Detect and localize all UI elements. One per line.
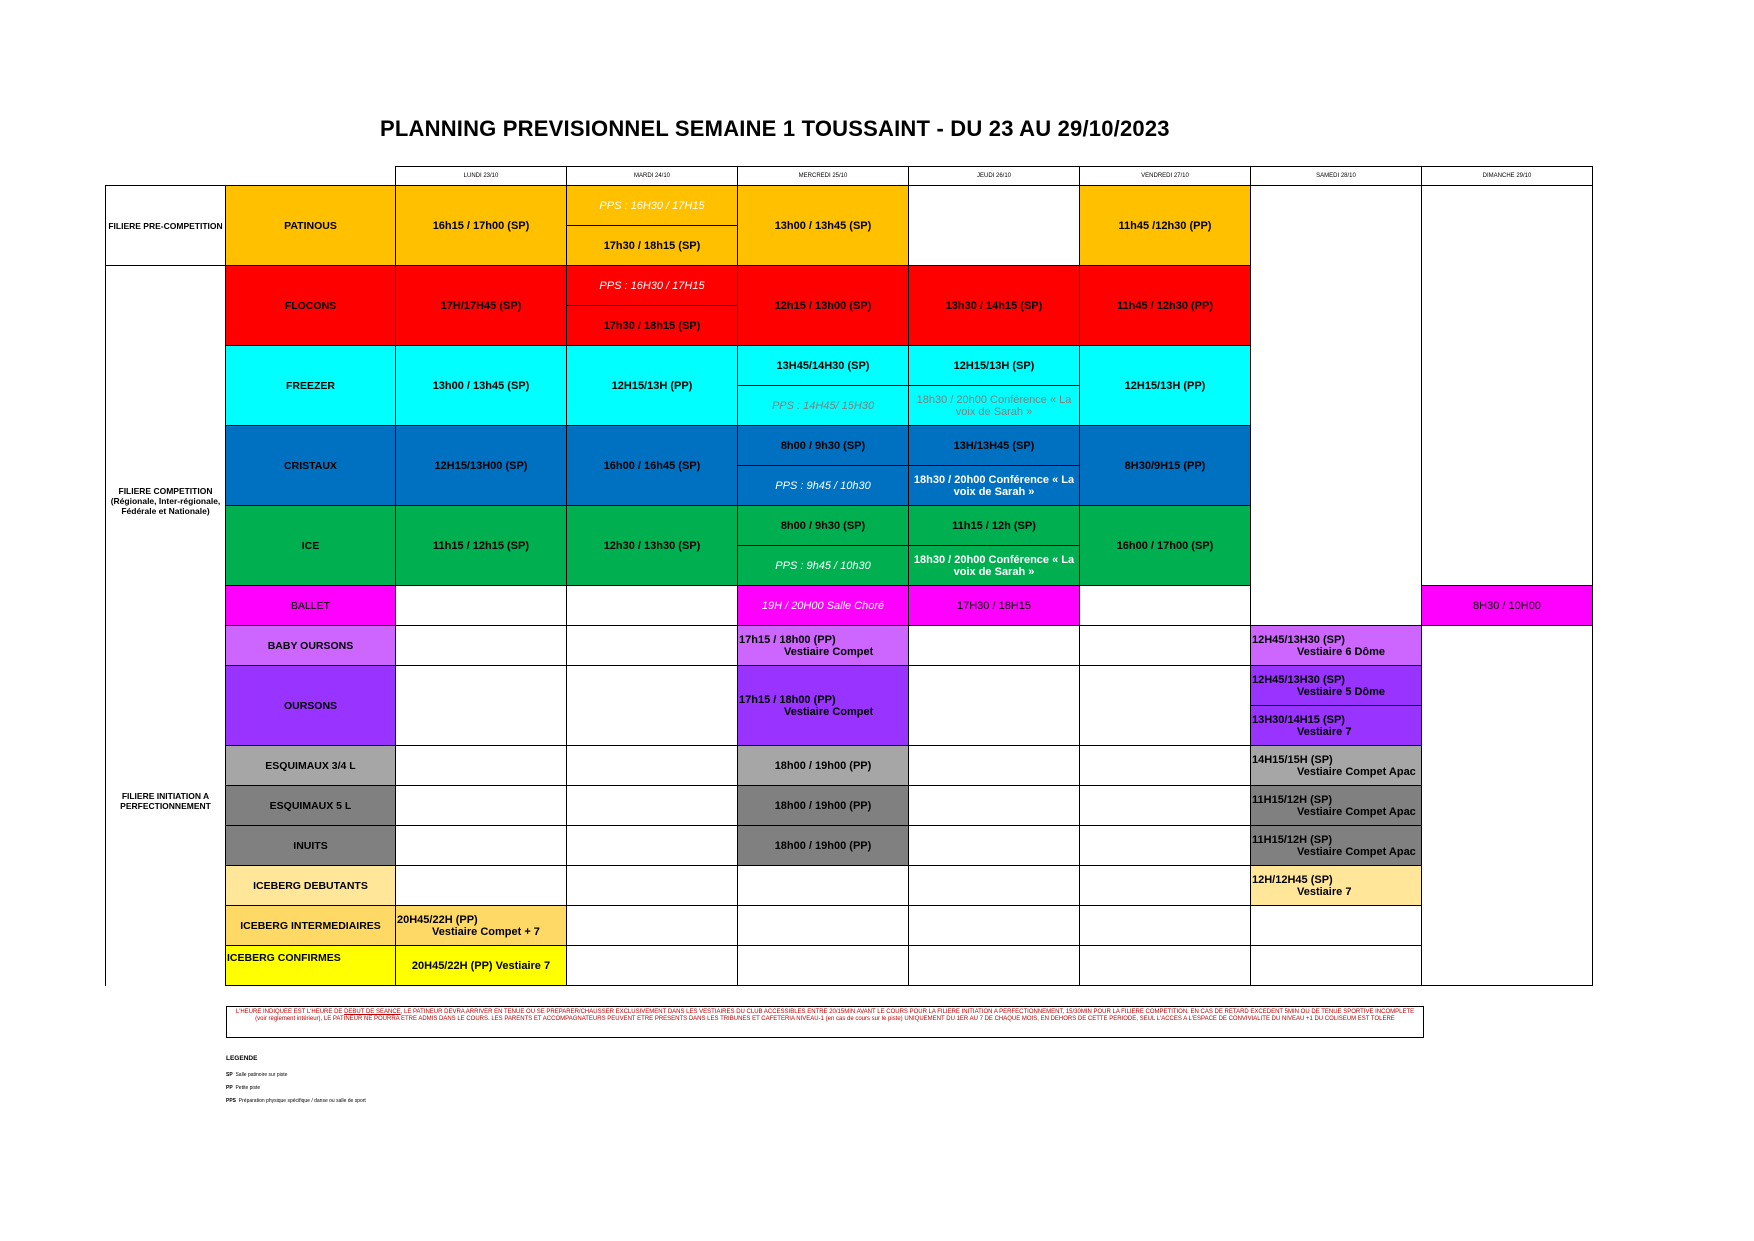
notice-box: L'HEURE INDIQUEE EST L'HEURE DE DEBUT DE SEANCE, LE PATINEUR DEVRA ARRIVER EN TENUE OU SE PREPARER/CHAUSSER EXCLUSIVEMENT DANS LES VESTIAIRES DU CLUB ACCESSIBLES ENTRE 20/15MIN AVANT LE COURS POUR LA FILIERE INITIATION A PERFECTIONNEMENT, 15/30MIN POUR LA FILIERE COMPETITION. EN CAS DE RETARD EXCEDENT 5MIN OU DE TENUE SPORTIVE INCOMPLETE (voir règlement intérieur), LE PATINEUR NE POURRA ETRE ADMIS DANS LE COURS. LES PARENTS ET ACCOMPAGNATEURS PEUVENT ETRE PRESENTS DANS LES TRIBUNES ET CAFETERIA NIVEAU-1 (en cas de cours sur le piste) UNIQUEMENT DU 1ER AU 7 DE CHAQUE MOIS, EN DEHORS DE CETTE PERIODE, SEUL L'ACCES A L'ESPACE DE CONVIVIALITE DU NIVEAU +1 DU COLISEUM EST TOLERE bbox=[226, 1006, 1424, 1038]
empty-cell bbox=[1080, 626, 1251, 666]
session-cell: 11h15 / 12h15 (SP) bbox=[396, 506, 567, 586]
session-cell: 18h30 / 20h00 Conférence « La voix de Sarah » bbox=[909, 466, 1080, 506]
day-header: MARDI 24/10 bbox=[567, 167, 738, 186]
empty-cell bbox=[1080, 666, 1251, 746]
empty-cell bbox=[396, 746, 567, 786]
empty-cell bbox=[909, 946, 1080, 986]
empty-cell bbox=[567, 946, 738, 986]
empty-cell bbox=[396, 786, 567, 826]
empty-cell bbox=[909, 906, 1080, 946]
empty-cell bbox=[1251, 186, 1422, 586]
session-cell: 18h30 / 20h00 Conférence « La voix de Sarah » bbox=[909, 546, 1080, 586]
filiere-pre-competition: FILIERE PRE-COMPETITION bbox=[106, 186, 226, 266]
empty-cell bbox=[567, 626, 738, 666]
legend-item: PP Petite piste bbox=[226, 1085, 261, 1091]
page-title: PLANNING PREVISIONNEL SEMAINE 1 TOUSSAINT - DU 23 AU 29/10/2023 bbox=[380, 116, 1170, 141]
empty-cell bbox=[909, 186, 1080, 266]
session-cell: 12H15/13H (PP) bbox=[567, 346, 738, 426]
session-cell: 13h00 / 13h45 (SP) bbox=[396, 346, 567, 426]
group-oursons: OURSONS bbox=[226, 666, 396, 746]
group-ice: ICE bbox=[226, 506, 396, 586]
empty-cell bbox=[1080, 586, 1251, 626]
session-cell: PPS : 9h45 / 10h30 bbox=[738, 546, 909, 586]
group-inuits: INUITS bbox=[226, 826, 396, 866]
day-header: DIMANCHE 29/10 bbox=[1422, 167, 1593, 186]
day-header: MERCREDI 25/10 bbox=[738, 167, 909, 186]
session-cell: 13h00 / 13h45 (SP) bbox=[738, 186, 909, 266]
day-header: LUNDI 23/10 bbox=[396, 167, 567, 186]
session-cell: 18h00 / 19h00 (PP) bbox=[738, 786, 909, 826]
session-cell: 20H45/22H (PP) Vestiaire 7 bbox=[396, 946, 567, 986]
session-cell: 12H15/13H00 (SP) bbox=[396, 426, 567, 506]
session-cell: PPS : 16H30 / 17H15 bbox=[567, 186, 738, 226]
session-cell: 17h30 / 18h15 (SP) bbox=[567, 306, 738, 346]
filiere-competition: FILIERE COMPETITION (Régionale, Inter-régionale, Fédérale et Nationale) bbox=[106, 266, 226, 586]
session-cell: 16h00 / 17h00 (SP) bbox=[1080, 506, 1251, 586]
empty-cell bbox=[909, 826, 1080, 866]
session-cell: 11H15/12H (SP) Vestiaire Compet Apac bbox=[1251, 786, 1422, 826]
session-cell: 14H15/15H (SP) Vestiaire Compet Apac bbox=[1251, 746, 1422, 786]
session-cell: 12H45/13H30 (SP) Vestiaire 6 Dôme bbox=[1251, 626, 1422, 666]
empty-cell bbox=[1251, 906, 1422, 946]
session-cell: PPS : 16H30 / 17H15 bbox=[567, 266, 738, 306]
empty-cell bbox=[1080, 866, 1251, 906]
empty-cell bbox=[396, 666, 567, 746]
session-cell: 18h30 / 20h00 Conférence « La voix de Sarah » bbox=[909, 386, 1080, 426]
empty-cell bbox=[567, 786, 738, 826]
empty-cell bbox=[909, 666, 1080, 746]
empty-cell bbox=[567, 586, 738, 626]
legend-title: LEGENDE bbox=[226, 1055, 258, 1062]
session-cell: 17H/17H45 (SP) bbox=[396, 266, 567, 346]
group-esquimaux-5: ESQUIMAUX 5 L bbox=[226, 786, 396, 826]
empty-cell bbox=[738, 946, 909, 986]
empty-cell bbox=[1251, 946, 1422, 986]
session-cell: 17h30 / 18h15 (SP) bbox=[567, 226, 738, 266]
group-cristaux: CRISTAUX bbox=[226, 426, 396, 506]
session-cell: 13H/13H45 (SP) bbox=[909, 426, 1080, 466]
empty-cell bbox=[396, 626, 567, 666]
empty-cell bbox=[567, 866, 738, 906]
session-cell: 8H30 / 10H00 bbox=[1422, 586, 1593, 626]
empty-cell bbox=[738, 906, 909, 946]
empty-cell bbox=[1251, 586, 1422, 626]
empty-cell bbox=[567, 666, 738, 746]
session-cell: 11H15/12H (SP) Vestiaire Compet Apac bbox=[1251, 826, 1422, 866]
session-cell: 16h15 / 17h00 (SP) bbox=[396, 186, 567, 266]
session-cell: 13H45/14H30 (SP) bbox=[738, 346, 909, 386]
session-cell: PPS : 14H45/ 15H30 bbox=[738, 386, 909, 426]
group-flocons: FLOCONS bbox=[226, 266, 396, 346]
session-cell: 8h00 / 9h30 (SP) bbox=[738, 506, 909, 546]
group-esquimaux-34: ESQUIMAUX 3/4 L bbox=[226, 746, 396, 786]
group-iceberg-confirmes: ICEBERG CONFIRMES bbox=[226, 946, 396, 986]
group-ballet: BALLET bbox=[226, 586, 396, 626]
empty-cell bbox=[396, 586, 567, 626]
empty-cell bbox=[396, 866, 567, 906]
session-cell: 11h15 / 12h (SP) bbox=[909, 506, 1080, 546]
session-cell: 16h00 / 16h45 (SP) bbox=[567, 426, 738, 506]
session-cell: PPS : 9h45 / 10h30 bbox=[738, 466, 909, 506]
legend-item: SP Salle patinoire sur piste bbox=[226, 1072, 288, 1078]
session-cell: 12H45/13H30 (SP) Vestiaire 5 Dôme bbox=[1251, 666, 1422, 706]
empty-cell bbox=[1080, 906, 1251, 946]
session-cell: 11h45 / 12h30 (PP) bbox=[1080, 266, 1251, 346]
legend-item: PPS Préparation physique spécifique / danse ou salle de sport bbox=[226, 1098, 366, 1104]
session-cell: 13h30 / 14h15 (SP) bbox=[909, 266, 1080, 346]
day-header: SAMEDI 28/10 bbox=[1251, 167, 1422, 186]
empty-cell bbox=[909, 626, 1080, 666]
empty-cell bbox=[909, 746, 1080, 786]
group-iceberg-debutants: ICEBERG DEBUTANTS bbox=[226, 866, 396, 906]
group-baby-oursons: BABY OURSONS bbox=[226, 626, 396, 666]
empty-cell bbox=[1422, 186, 1593, 586]
day-header: VENDREDI 27/10 bbox=[1080, 167, 1251, 186]
session-cell: 12H15/13H (PP) bbox=[1080, 346, 1251, 426]
empty-cell bbox=[567, 906, 738, 946]
empty-cell bbox=[1080, 946, 1251, 986]
session-cell: 13H30/14H15 (SP) Vestiaire 7 bbox=[1251, 706, 1422, 746]
empty-cell bbox=[1080, 746, 1251, 786]
session-cell: 17h15 / 18h00 (PP) Vestiaire Compet bbox=[738, 626, 909, 666]
session-cell: 17H30 / 18H15 bbox=[909, 586, 1080, 626]
schedule-table bbox=[105, 166, 1593, 986]
empty-cell bbox=[1422, 626, 1593, 986]
empty-cell bbox=[396, 826, 567, 866]
empty-cell bbox=[738, 866, 909, 906]
session-cell: 12H15/13H (SP) bbox=[909, 346, 1080, 386]
session-cell: 11h45 /12h30 (PP) bbox=[1080, 186, 1251, 266]
empty-cell bbox=[1080, 786, 1251, 826]
day-header: JEUDI 26/10 bbox=[909, 167, 1080, 186]
session-cell: 19H / 20H00 Salle Choré bbox=[738, 586, 909, 626]
session-cell: 8h00 / 9h30 (SP) bbox=[738, 426, 909, 466]
group-patinous: PATINOUS bbox=[226, 186, 396, 266]
group-freezer: FREEZER bbox=[226, 346, 396, 426]
empty-cell bbox=[909, 786, 1080, 826]
session-cell: 18h00 / 19h00 (PP) bbox=[738, 826, 909, 866]
session-cell: 12h15 / 13h00 (SP) bbox=[738, 266, 909, 346]
session-cell: 8H30/9H15 (PP) bbox=[1080, 426, 1251, 506]
session-cell: 12H/12H45 (SP) Vestiaire 7 bbox=[1251, 866, 1422, 906]
group-iceberg-intermediaires: ICEBERG INTERMEDIAIRES bbox=[226, 906, 396, 946]
filiere-initiation: FILIERE INITIATION A PERFECTIONNEMENT bbox=[106, 586, 226, 986]
session-cell: 12h30 / 13h30 (SP) bbox=[567, 506, 738, 586]
session-cell: 18h00 / 19h00 (PP) bbox=[738, 746, 909, 786]
empty-cell bbox=[909, 866, 1080, 906]
empty-cell bbox=[567, 826, 738, 866]
empty-cell bbox=[567, 746, 738, 786]
session-cell: 17h15 / 18h00 (PP) Vestiaire Compet bbox=[738, 666, 909, 746]
session-cell: 20H45/22H (PP) Vestiaire Compet + 7 bbox=[396, 906, 567, 946]
empty-cell bbox=[1080, 826, 1251, 866]
